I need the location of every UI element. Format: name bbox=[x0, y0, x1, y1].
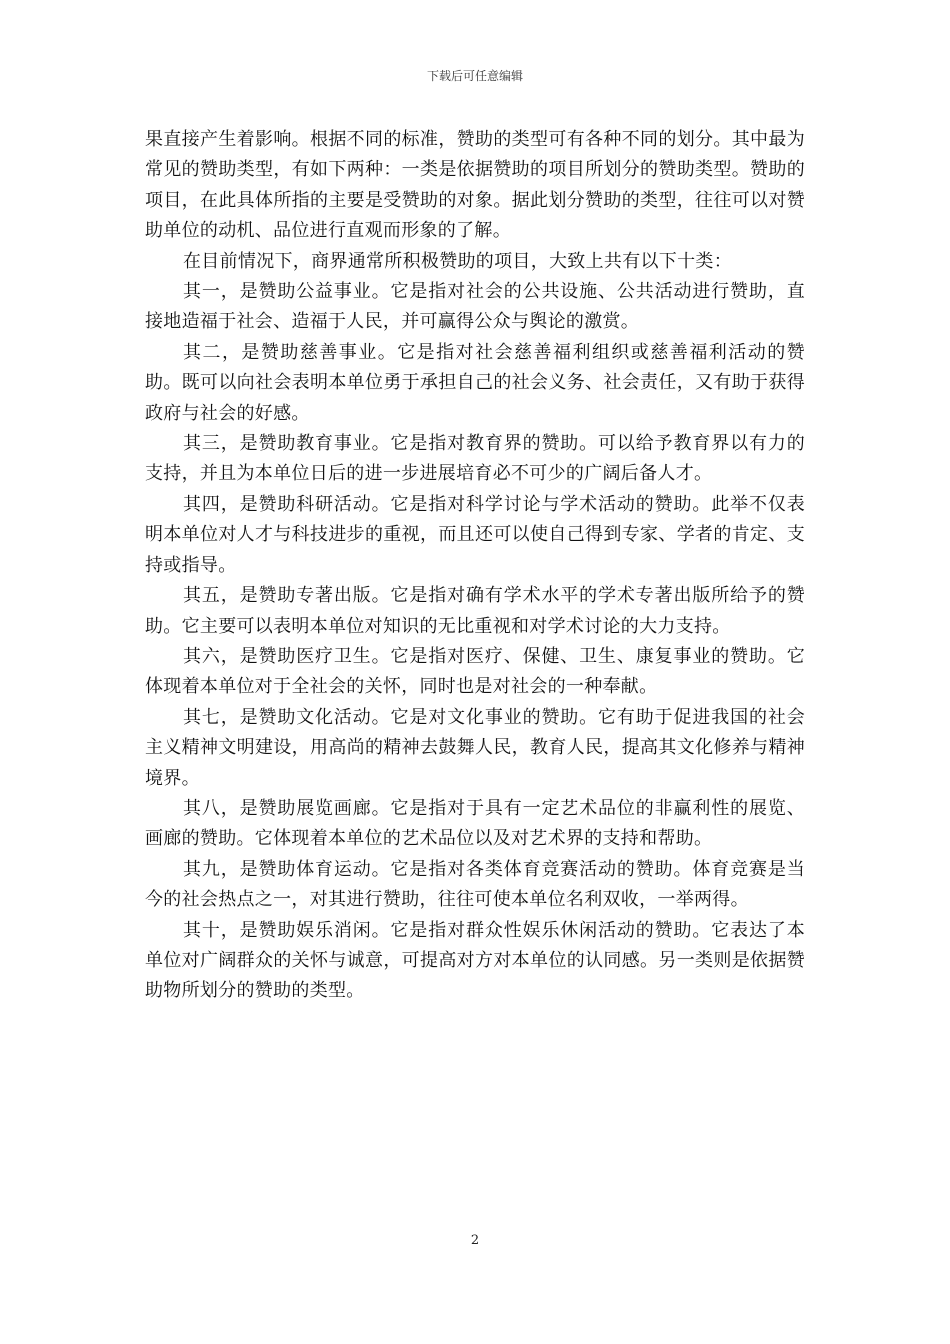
page-number: 2 bbox=[470, 1233, 480, 1248]
paragraph-item-8: 其八，是赞助展览画廊。它是指对于具有一定艺术品位的非赢利性的展览、画廊的赞助。它体现着本单位的艺术品位以及对艺术界的支持和帮助。 bbox=[145, 797, 805, 850]
paragraph-item-7: 其七，是赞助文化活动。它是对文化事业的赞助。它有助于促进我国的社会主义精神文明建设，用高尚的精神去鼓舞人民，教育人民，提高其文化修养与精神境界。 bbox=[145, 706, 805, 789]
paragraph-item-2: 其二，是赞助慈善事业。它是指对社会慈善福利组织或慈善福利活动的赞助。既可以向社会表明本单位勇于承担自己的社会义务、社会责任，又有助于获得政府与社会的好感。 bbox=[145, 341, 805, 424]
paragraph-item-9: 其九，是赞助体育运动。它是指对各类体育竞赛活动的赞助。体育竞赛是当今的社会热点之一，对其进行赞助，往往可使本单位名利双收，一举两得。 bbox=[145, 858, 805, 911]
document-body bbox=[145, 125, 805, 1007]
paragraph-item-5: 其五，是赞助专著出版。它是指对确有学术水平的学术专著出版所给予的赞助。它主要可以表明本单位对知识的无比重视和对学术讨论的大力支持。 bbox=[145, 585, 805, 637]
paragraph-item-1: 其一，是赞助公益事业。它是指对社会的公共设施、公共活动进行赞助，直接地造福于社会、造福于人民，并可赢得公众与舆论的激赏。 bbox=[145, 281, 805, 333]
paragraph-item-6: 其六，是赞助医疗卫生。它是指对医疗、保健、卫生、康复事业的赞助。它体现着本单位对于全社会的关怀，同时也是对社会的一种奉献。 bbox=[145, 645, 805, 698]
paragraph-item-10: 其十，是赞助娱乐消闲。它是指对群众性娱乐休闲活动的赞助。它表达了本单位对广阔群众的关怀与诚意，可提高对方对本单位的认同感。另一类则是依据赞助物所划分的赞助的类型。 bbox=[145, 919, 805, 1002]
paragraph-intro: 在目前情况下，商界通常所积极赞助的项目，大致上共有以下十类： bbox=[183, 250, 732, 272]
paragraph-item-4: 其四，是赞助科研活动。它是指对科学讨论与学术活动的赞助。此举不仅表明本单位对人才与科技进步的重视，而且还可以使自己得到专家、学者的肯定、支持或指导。 bbox=[145, 493, 805, 576]
paragraph-continuation: 果直接产生着影响。根据不同的标准，赞助的类型可有各种不同的划分。其中最为常见的赞助类型，有如下两种：一类是依据赞助的项目所划分的赞助类型。赞助的项目，在此具体所指的主要是受赞助的对象。据此划分赞助的类型，往往可以对赞助单位的动机、品位进行直观而形象的了解。 bbox=[145, 129, 805, 242]
paragraph-item-3: 其三，是赞助教育事业。它是指对教育界的赞助。可以给予教育界以有力的支持，并且为本单位日后的进一步进展培育必不可少的广阔后备人才。 bbox=[145, 433, 805, 485]
page-header: 下载后可任意编辑 bbox=[426, 69, 523, 83]
